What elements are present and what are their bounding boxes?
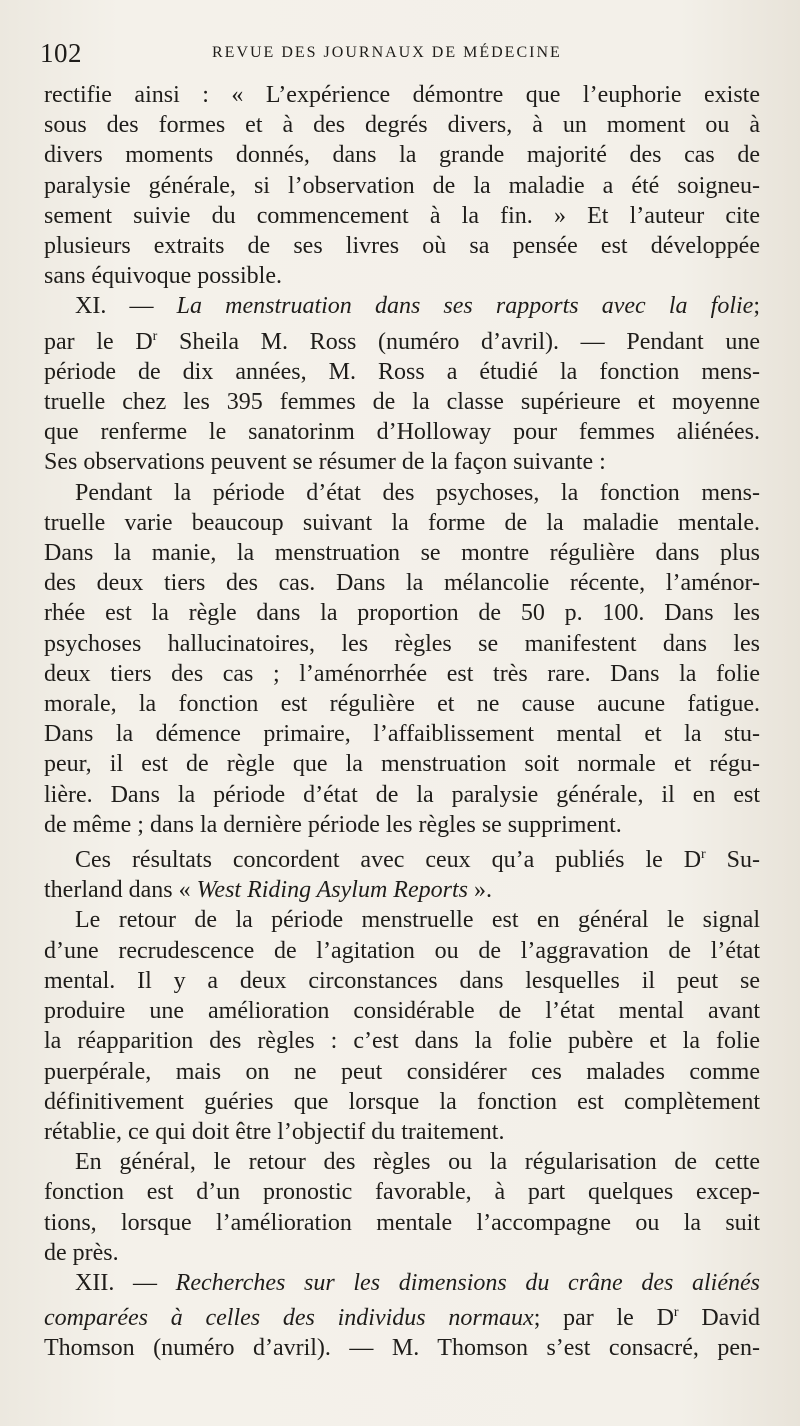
text-line: lière. Dans la période d’état de la paralysie générale, il en est <box>44 781 760 808</box>
text-line: peur, il est de règle que la menstruation soit normale et régu- <box>44 751 760 778</box>
running-header <box>36 38 766 72</box>
article-title: La menstruation dans ses rapports avec la folie <box>176 293 754 320</box>
section-number: XII. — <box>75 1269 176 1296</box>
journal-running-title: REVUE DES JOURNAUX DE MÉDECINE <box>212 44 562 61</box>
section-heading-xi: XI. — La menstruation dans ses rapports avec la folie; <box>75 293 760 320</box>
text-line: truelle varie beaucoup suivant la forme de la maladie mentale. <box>44 509 760 536</box>
cited-publication: West Riding Asylum Reports <box>196 877 468 904</box>
text-line: fonction est d’un pronostic favorable, à part quelques excep- <box>44 1179 760 1206</box>
text-line: produire une amélioration considérable de l’état mental avant <box>44 998 760 1025</box>
body-text <box>44 80 760 1364</box>
text-line: Ses observations peuvent se résumer de la façon suivante : <box>44 449 606 476</box>
page-number: 102 <box>40 38 82 68</box>
text-line: Dans la démence primaire, l’affaiblissement mental et la stu- <box>44 721 760 748</box>
text-line: truelle chez les 395 femmes de la classe supérieure et moyenne <box>44 389 760 416</box>
article-title-continued: comparées à celles des individus normaux <box>44 1305 534 1332</box>
text-line: Ces résultats concordent avec ceux qu’a publiés le $D^r$ Su- <box>75 847 760 874</box>
section-heading-xii <box>44 1268 760 1298</box>
text-line: la réapparition des règles : c’est dans la folie pubère et la folie <box>44 1028 760 1055</box>
text-line: que renferme le sanatorinm d’Holloway pour femmes aliénées. <box>44 419 760 446</box>
text-line: En général, le retour des règles ou la régularisation de cette <box>75 1149 760 1176</box>
text-line: Thomson (numéro d’avril). — M. Thomson s’est consacré, pen- <box>44 1335 760 1362</box>
text-line: therland dans « West Riding Asylum Reports ». <box>44 877 492 904</box>
article-title: Recherches sur les dimensions du crâne des aliénés <box>175 1269 760 1296</box>
section-number: XI. — <box>75 293 177 320</box>
text-line: sement suivie du commencement à la fin. » Et l’auteur cite <box>44 202 760 229</box>
text-line: paralysie générale, si l’observation de la maladie a été soigneu- <box>44 172 760 199</box>
text-line: morale, la fonction est régulière et ne cause aucune fatigue. <box>44 691 760 718</box>
text-line: mental. Il y a deux circonstances dans lesquelles il peut se <box>44 967 760 994</box>
text-line: rectifie ainsi : « L’expérience démontre que l’euphorie existe <box>44 82 760 108</box>
text-line: Dans la manie, la menstruation se montre régulière dans plus <box>44 540 760 567</box>
text-line: rétablie, ce qui doit être l’objectif du traitement. <box>44 1118 505 1145</box>
text-line: plusieurs extraits de ses livres où sa pensée est développée <box>44 233 760 260</box>
text-line: divers moments donnés, dans la grande majorité des cas de <box>44 142 760 169</box>
text-line: comparées à celles des individus normaux; par le $D^r$ David <box>44 1305 760 1332</box>
text-line: période de dix années, M. Ross a étudié la fonction mens- <box>44 358 760 385</box>
text-line: Pendant la période d’état des psychoses, la fonction mens- <box>75 479 760 506</box>
text-line: puerpérale, mais on ne peut considérer ces malades comme <box>44 1058 760 1085</box>
text-line: Le retour de la période menstruelle est en général le signal <box>75 907 760 934</box>
text-line: sans équivoque possible. <box>44 263 282 290</box>
text-line: sous des formes et à des degrés divers, à un moment ou à <box>44 112 760 139</box>
text-line: définitivement guéries que lorsque la fonction est complètement <box>44 1088 760 1115</box>
text-line: des deux tiers des cas. Dans la mélancolie récente, l’aménor- <box>44 570 760 597</box>
text-line: d’une recrudescence de l’agitation ou de l’aggravation de l’état <box>44 937 760 964</box>
text-line: tions, lorsque l’amélioration mentale l’accompagne ou la suit <box>44 1209 760 1236</box>
text-line: deux tiers des cas ; l’aménorrhée est très rare. Dans la folie <box>44 660 760 687</box>
text-line: de même ; dans la dernière période les règles se suppriment. <box>44 811 622 838</box>
text-line: psychoses hallucinatoires, les règles se manifestent dans les <box>44 630 760 657</box>
text-line: par le $D^r$ Sheila M. Ross (numéro d’avril). — Pendant une <box>44 328 760 355</box>
text-line: rhée est la règle dans la proportion de 50 p. 100. Dans les <box>44 600 760 627</box>
text-line: de près. <box>44 1239 119 1266</box>
